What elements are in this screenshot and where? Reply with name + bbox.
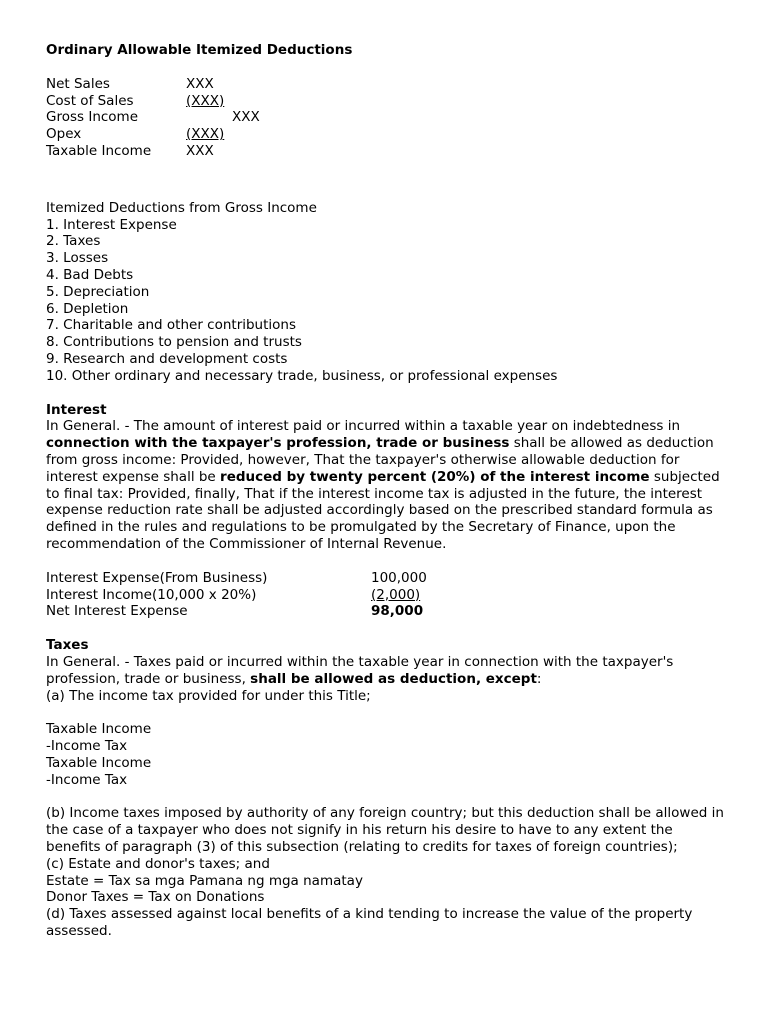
ledger-row-net-sales: [46, 76, 726, 93]
ledger-label: Net Sales: [46, 75, 110, 92]
tax-line: -Income Tax: [46, 738, 128, 755]
tax-line: -Income Tax: [46, 771, 128, 788]
list-item: 4. Bad Debts: [46, 266, 134, 283]
interest-text-3: subjected to final tax: Provided, finally, That if the interest income tax is adjusted in the future, the interest expense reduction rate shall be adjusted accordingly based on the prescribed standard formula as defined in the rules and regulations to be promulgated by the Secretary of Finance, upon the recommendation of the Commissioner of Internal Revenue.: [46, 468, 720, 552]
calc-label: Interest Expense(From Business): [46, 569, 268, 586]
taxes-item-b: (b) Income taxes imposed by authority of any foreign country; but this deduction shall be allowed in the case of a taxpayer who does not signify in his return his desire to have to any extent the benefits of paragraph (3) of this subsection (relating to credits for taxes of foreign countries);: [46, 805, 724, 856]
taxes-item-a: (a) The income tax provided for under this Title;: [46, 687, 371, 704]
calc-row-interest-expense: [46, 570, 726, 587]
interest-paragraph: [46, 418, 726, 552]
list-item: 10. Other ordinary and necessary trade, business, or professional expenses: [46, 367, 558, 384]
taxes-text-end: :: [536, 670, 542, 687]
interest-text-bold-1: connection with the taxpayer's profession, trade or business: [46, 435, 510, 452]
list-item: 7. Charitable and other contributions: [46, 317, 297, 334]
deductions-heading: Itemized Deductions from Gross Income: [46, 199, 317, 216]
taxes-item-d: (d) Taxes assessed against local benefits of a kind tending to increase the value of the property assessed.: [46, 906, 693, 940]
taxes-text-1: In General. - Taxes paid or incurred within the taxable year in connection with the taxpayer's profession, trade or business,: [46, 653, 674, 687]
ledger-label: Gross Income: [46, 109, 139, 126]
calc-label: Interest Income(10,000 x 20%): [46, 586, 257, 603]
calc-label: Net Interest Expense: [46, 603, 188, 620]
list-item: 5. Depreciation: [46, 283, 150, 300]
ledger-row-cost-of-sales: [46, 93, 726, 110]
ledger-value: XXX: [186, 75, 214, 92]
taxes-heading: Taxes: [46, 637, 89, 654]
document-page: [46, 42, 726, 940]
ledger-value: (XXX): [186, 92, 225, 109]
calc-row-net-interest: [46, 603, 726, 620]
interest-text-2: shall be allowed as deduction from gross income: Provided, however, That the taxpayer's otherwise allowable deduction for interest expense shall be: [46, 435, 714, 485]
taxes-section: [46, 637, 726, 940]
list-item: 9. Research and development costs: [46, 350, 288, 367]
interest-calculation: [46, 570, 726, 620]
donor-definition: Donor Taxes = Tax on Donations: [46, 889, 265, 906]
list-item: 3. Losses: [46, 250, 109, 267]
list-item: 2. Taxes: [46, 233, 101, 250]
calc-row-interest-income: [46, 587, 726, 604]
ledger-row-taxable-income: [46, 143, 726, 160]
interest-text-1: In General. - The amount of interest paid or incurred within a taxable year on indebtedness in: [46, 418, 681, 435]
taxes-text-bold: shall be allowed as deduction, except: [250, 670, 537, 687]
estate-definition: Estate = Tax sa mga Pamana ng mga namatay: [46, 872, 363, 889]
calc-value: (2,000): [371, 586, 421, 603]
ledger-row-opex: [46, 126, 726, 143]
ledger-label: Taxable Income: [46, 142, 152, 159]
calc-value: 98,000: [371, 603, 424, 620]
calc-value: 100,000: [371, 569, 427, 586]
ledger-row-gross-income: [46, 109, 726, 126]
taxes-paragraph: [46, 654, 726, 688]
tax-line: Taxable Income: [46, 754, 152, 771]
taxes-item-c: (c) Estate and donor's taxes; and: [46, 855, 270, 872]
interest-section: [46, 402, 726, 621]
tax-line: Taxable Income: [46, 721, 152, 738]
interest-heading: Interest: [46, 401, 107, 418]
document-title: Ordinary Allowable Itemized Deductions: [46, 42, 353, 58]
income-ledger: [46, 76, 726, 160]
ledger-value: XXX: [232, 109, 260, 126]
ledger-label: Cost of Sales: [46, 92, 134, 109]
interest-text-bold-2: reduced by twenty percent (20%) of the interest income: [220, 468, 650, 485]
ledger-value: (XXX): [186, 126, 225, 143]
list-item: 1. Interest Expense: [46, 216, 177, 233]
list-item: 8. Contributions to pension and trusts: [46, 334, 302, 351]
ledger-value: XXX: [186, 142, 214, 159]
deductions-list: [46, 200, 726, 385]
ledger-label: Opex: [46, 126, 82, 143]
list-item: 6. Depletion: [46, 300, 129, 317]
